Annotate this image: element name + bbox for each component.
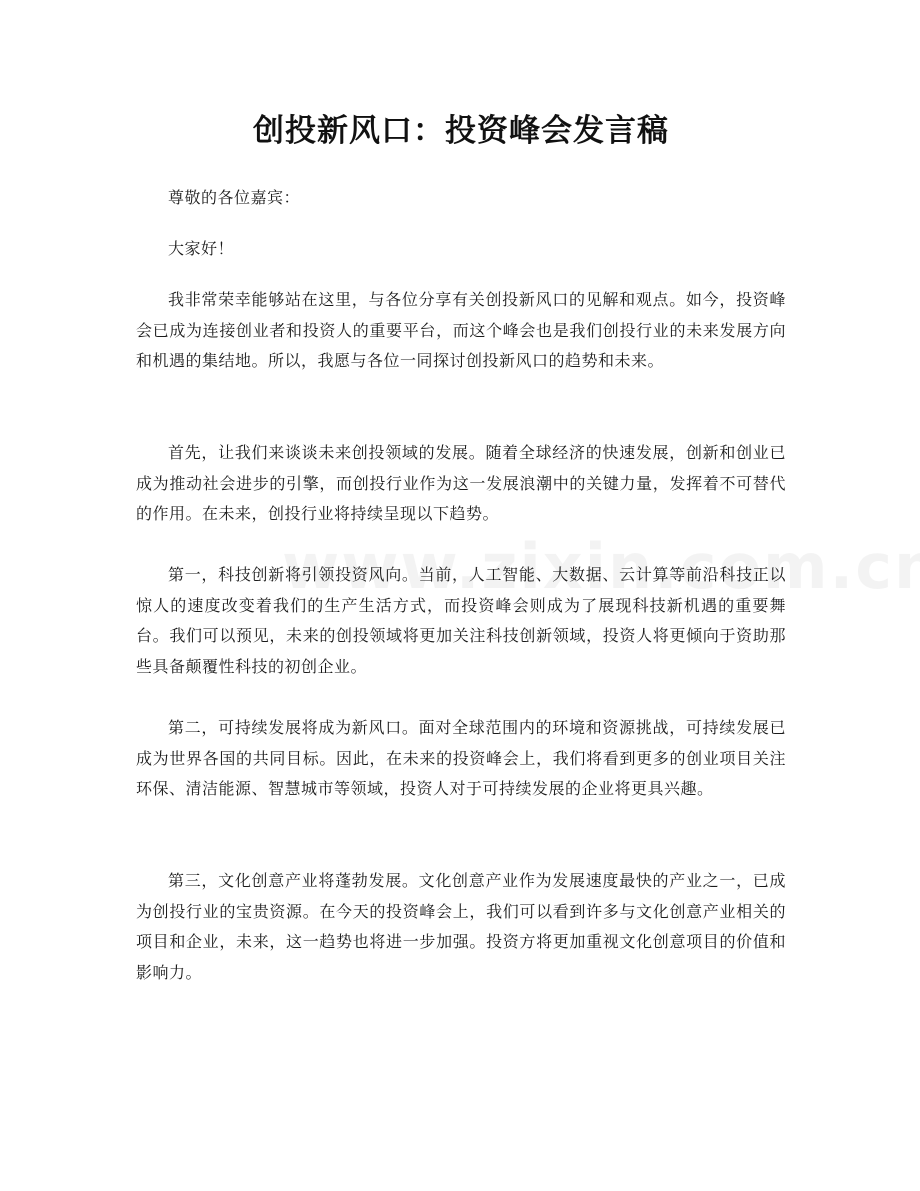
paragraph-first: 第一，科技创新将引领投资风向。当前，人工智能、大数据、云计算等前沿科技正以惊人的速度改变着我们的生产生活方式，而投资峰会则成为了展现科技新机遇的重要舞台。我们可以预见，未来的创投领域将更加关注科技创新领域，投资人将更倾向于资助那些具备颠覆性科技的初创企业。 — [136, 565, 786, 676]
salutation: 尊敬的各位嘉宾： — [168, 188, 301, 207]
paragraph-second: 第二，可持续发展将成为新风口。面对全球范围内的环境和资源挑战，可持续发展已成为世界各国的共同目标。因此，在未来的投资峰会上，我们将看到更多的创业项目关注环保、清洁能源、智慧城市等领域，投资人对于可持续发展的企业将更具兴趣。 — [136, 718, 786, 799]
paragraph-third: 第三，文化创意产业将蓬勃发展。文化创意产业作为发展速度最快的产业之一，已成为创投行业的宝贵资源。在今天的投资峰会上，我们可以看到许多与文化创意产业相关的项目和企业，未来，这一趋势也将进一步加强。投资方将更加重视文化创意项目的价值和影响力。 — [136, 871, 786, 982]
greeting: 大家好！ — [168, 239, 235, 258]
document-title: 创投新风口：投资峰会发言稿 — [253, 113, 669, 149]
paragraph-trends: 首先，让我们来谈谈未来创投领域的发展。随着全球经济的快速发展，创新和创业已成为推动社会进步的引擎，而创投行业作为这一发展浪潮中的关键力量，发挥着不可替代的作用。在未来，创投行业将持续呈现以下趋势。 — [136, 443, 786, 524]
paragraph-intro: 我非常荣幸能够站在这里，与各位分享有关创投新风口的见解和观点。如今，投资峰会已成为连接创业者和投资人的重要平台，而这个峰会也是我们创投行业的未来发展方向和机遇的集结地。所以，我愿与各位一同探讨创投新风口的趋势和未来。 — [136, 290, 786, 371]
